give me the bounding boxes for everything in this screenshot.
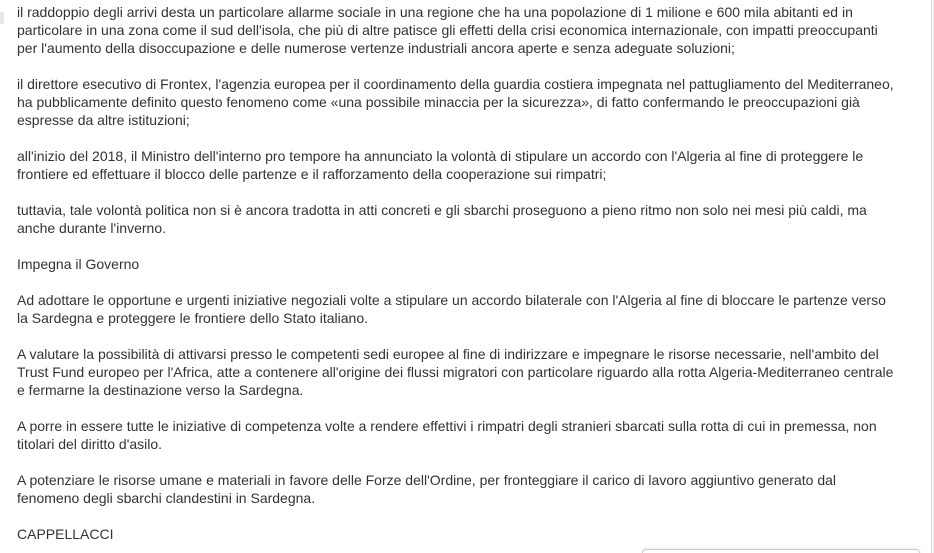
commitment-item-2: A valutare la possibilità di attivarsi presso le competenti sedi europee al fine di indirizzare e impegnare le risorse necessarie, nell'ambito del Trust Fund europeo per l'Africa, atte a contenere all'origine dei flussi migratori con particolare riguardo alla rotta Algeria-Mediterraneo centrale e fermarne la destinazione verso la Sardegna. [17, 346, 894, 398]
document-body [17, 3, 899, 553]
signature: CAPPELLACCI [17, 526, 114, 542]
premise-paragraph-3: all'inizio del 2018, il Ministro dell'interno pro tempore ha annunciato la volontà di stipulare un accordo con l'Algeria al fine di proteggere le frontiere ed effettuare il blocco delle partenze e il rafforzamento della cooperazione sui rimpatri; [17, 148, 864, 182]
commitment-heading: Impegna il Governo [17, 256, 140, 272]
commitment-item-4: A potenziare le risorse umane e materiali in favore delle Forze dell'Ordine, per fronteggiare il carico di lavoro aggiuntivo generato dal fenomeno degli sbarchi clandestini in Sardegna. [17, 472, 837, 506]
premise-paragraph-4: tuttavia, tale volontà politica non si è ancora tradotta in atti concreti e gli sbarchi proseguono a pieno ritmo non solo nei mesi più caldi, ma anche durante l'inverno. [17, 202, 867, 236]
premise-paragraph-2: il direttore esecutivo di Frontex, l'agenzia europea per il coordinamento della guardia costiera impegnata nel pattugliamento del Mediterraneo, ha pubblicamente definito questo fenomeno come «una possibile minaccia per la sicurezza», di fatto confermando le preoccupazioni già espresse da altre istituzioni; [17, 76, 894, 128]
bottom-panel-edge[interactable] [642, 549, 920, 553]
commitment-item-3: A porre in essere tutte le iniziative di competenza volte a rendere effettivi i rimpatri degli stranieri sbarcati sulla rotta di cui in premessa, non titolari del diritto d'asilo. [17, 418, 877, 452]
commitment-item-1: Ad adottare le opportune e urgenti iniziative negoziali volte a stipulare un accordo bilaterale con l'Algeria al fine di bloccare le partenze verso la Sardegna e proteggere le frontiere dello Stato italiano. [17, 292, 886, 326]
premise-paragraph-1: il raddoppio degli arrivi desta un particolare allarme sociale in una regione che ha una popolazione di 1 milione e 600 mila abitanti ed in particolare in una zona come il sud dell'isola, che più di altre patisce gli effetti della crisi economica internazionale, con impatti preoccupanti per l'aumento della disoccupazione e delle numerose vertenze industriali ancora aperte e senza adeguate soluzioni; [17, 4, 878, 56]
left-edge-tab[interactable] [0, 12, 4, 24]
